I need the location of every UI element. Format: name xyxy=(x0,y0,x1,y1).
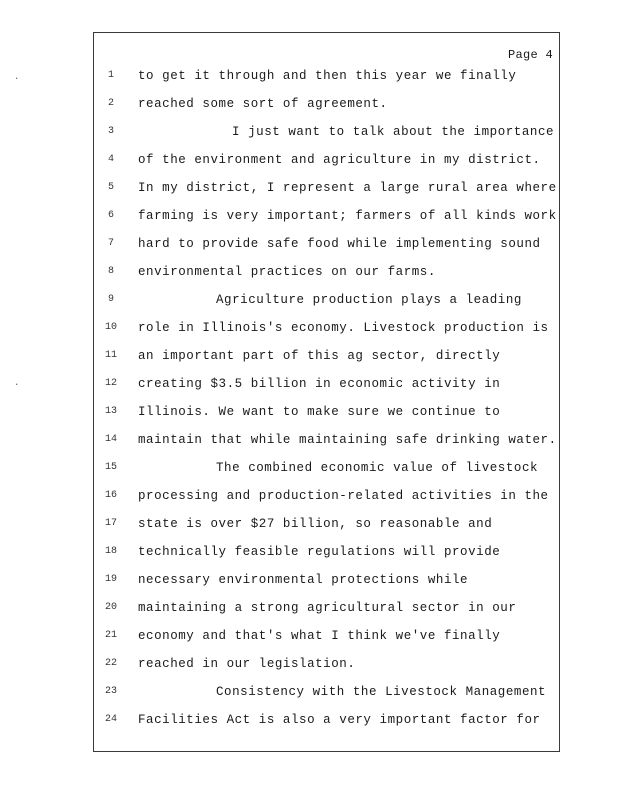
transcript-line: an important part of this ag sector, directly xyxy=(138,349,501,363)
line-number: 3 xyxy=(107,126,114,137)
transcript-line: Facilities Act is also a very important factor for xyxy=(138,713,541,727)
line-number: 4 xyxy=(107,154,114,165)
line-number: 17 xyxy=(104,518,117,529)
line-number: 6 xyxy=(107,210,114,221)
line-number: 20 xyxy=(104,602,117,613)
line-number: 16 xyxy=(104,490,117,501)
line-number: 2 xyxy=(107,98,114,109)
line-number: 21 xyxy=(104,630,117,641)
transcript-line: processing and production-related activities in the xyxy=(138,489,549,503)
line-number: 8 xyxy=(107,266,114,277)
line-number: 11 xyxy=(104,350,117,361)
transcript-line: maintain that while maintaining safe drinking water. xyxy=(138,433,557,447)
transcript-line: necessary environmental protections while xyxy=(138,573,469,587)
transcript-line: In my district, I represent a large rural area where xyxy=(138,181,557,195)
line-number: 9 xyxy=(107,294,114,305)
line-number: 14 xyxy=(104,434,117,445)
transcript-line: reached in our legislation. xyxy=(138,657,356,671)
line-number: 15 xyxy=(104,462,117,473)
transcript-page xyxy=(93,32,560,752)
transcript-line: Agriculture production plays a leading xyxy=(216,293,522,307)
transcript-line: Illinois. We want to make sure we continue to xyxy=(138,405,501,419)
transcript-line: hard to provide safe food while implementing sound xyxy=(138,237,541,251)
transcript-line: environmental practices on our farms. xyxy=(138,265,436,279)
transcript-line: of the environment and agriculture in my district. xyxy=(138,153,541,167)
line-number: 1 xyxy=(107,70,114,81)
transcript-line: to get it through and then this year we finally xyxy=(138,69,517,83)
transcript-line: maintaining a strong agricultural sector in our xyxy=(138,601,517,615)
line-number: 5 xyxy=(107,182,114,193)
transcript-line: farming is very important; farmers of all kinds work xyxy=(138,209,557,223)
transcript-line: The combined economic value of livestock xyxy=(216,461,539,475)
transcript-line: state is over $27 billion, so reasonable and xyxy=(138,517,493,531)
transcript-line: role in Illinois's economy. Livestock production is xyxy=(138,321,549,335)
transcript-line: Consistency with the Livestock Management xyxy=(216,685,547,699)
line-number: 12 xyxy=(104,378,117,389)
transcript-line: technically feasible regulations will provide xyxy=(138,545,501,559)
line-number: 23 xyxy=(104,686,117,697)
scan-speck: · xyxy=(14,380,20,390)
line-number: 13 xyxy=(104,406,117,417)
transcript-line: reached some sort of agreement. xyxy=(138,97,388,111)
scan-speck: · xyxy=(14,74,20,84)
line-number: 22 xyxy=(104,658,117,669)
transcript-line: I just want to talk about the importance xyxy=(232,125,555,139)
transcript-line: creating $3.5 billion in economic activity in xyxy=(138,377,501,391)
transcript-line: economy and that's what I think we've finally xyxy=(138,629,501,643)
page-number: Page 4 xyxy=(507,48,553,62)
line-number: 18 xyxy=(104,546,117,557)
line-number: 19 xyxy=(104,574,117,585)
line-number: 10 xyxy=(104,322,117,333)
line-number: 7 xyxy=(107,238,114,249)
line-number: 24 xyxy=(104,714,117,725)
